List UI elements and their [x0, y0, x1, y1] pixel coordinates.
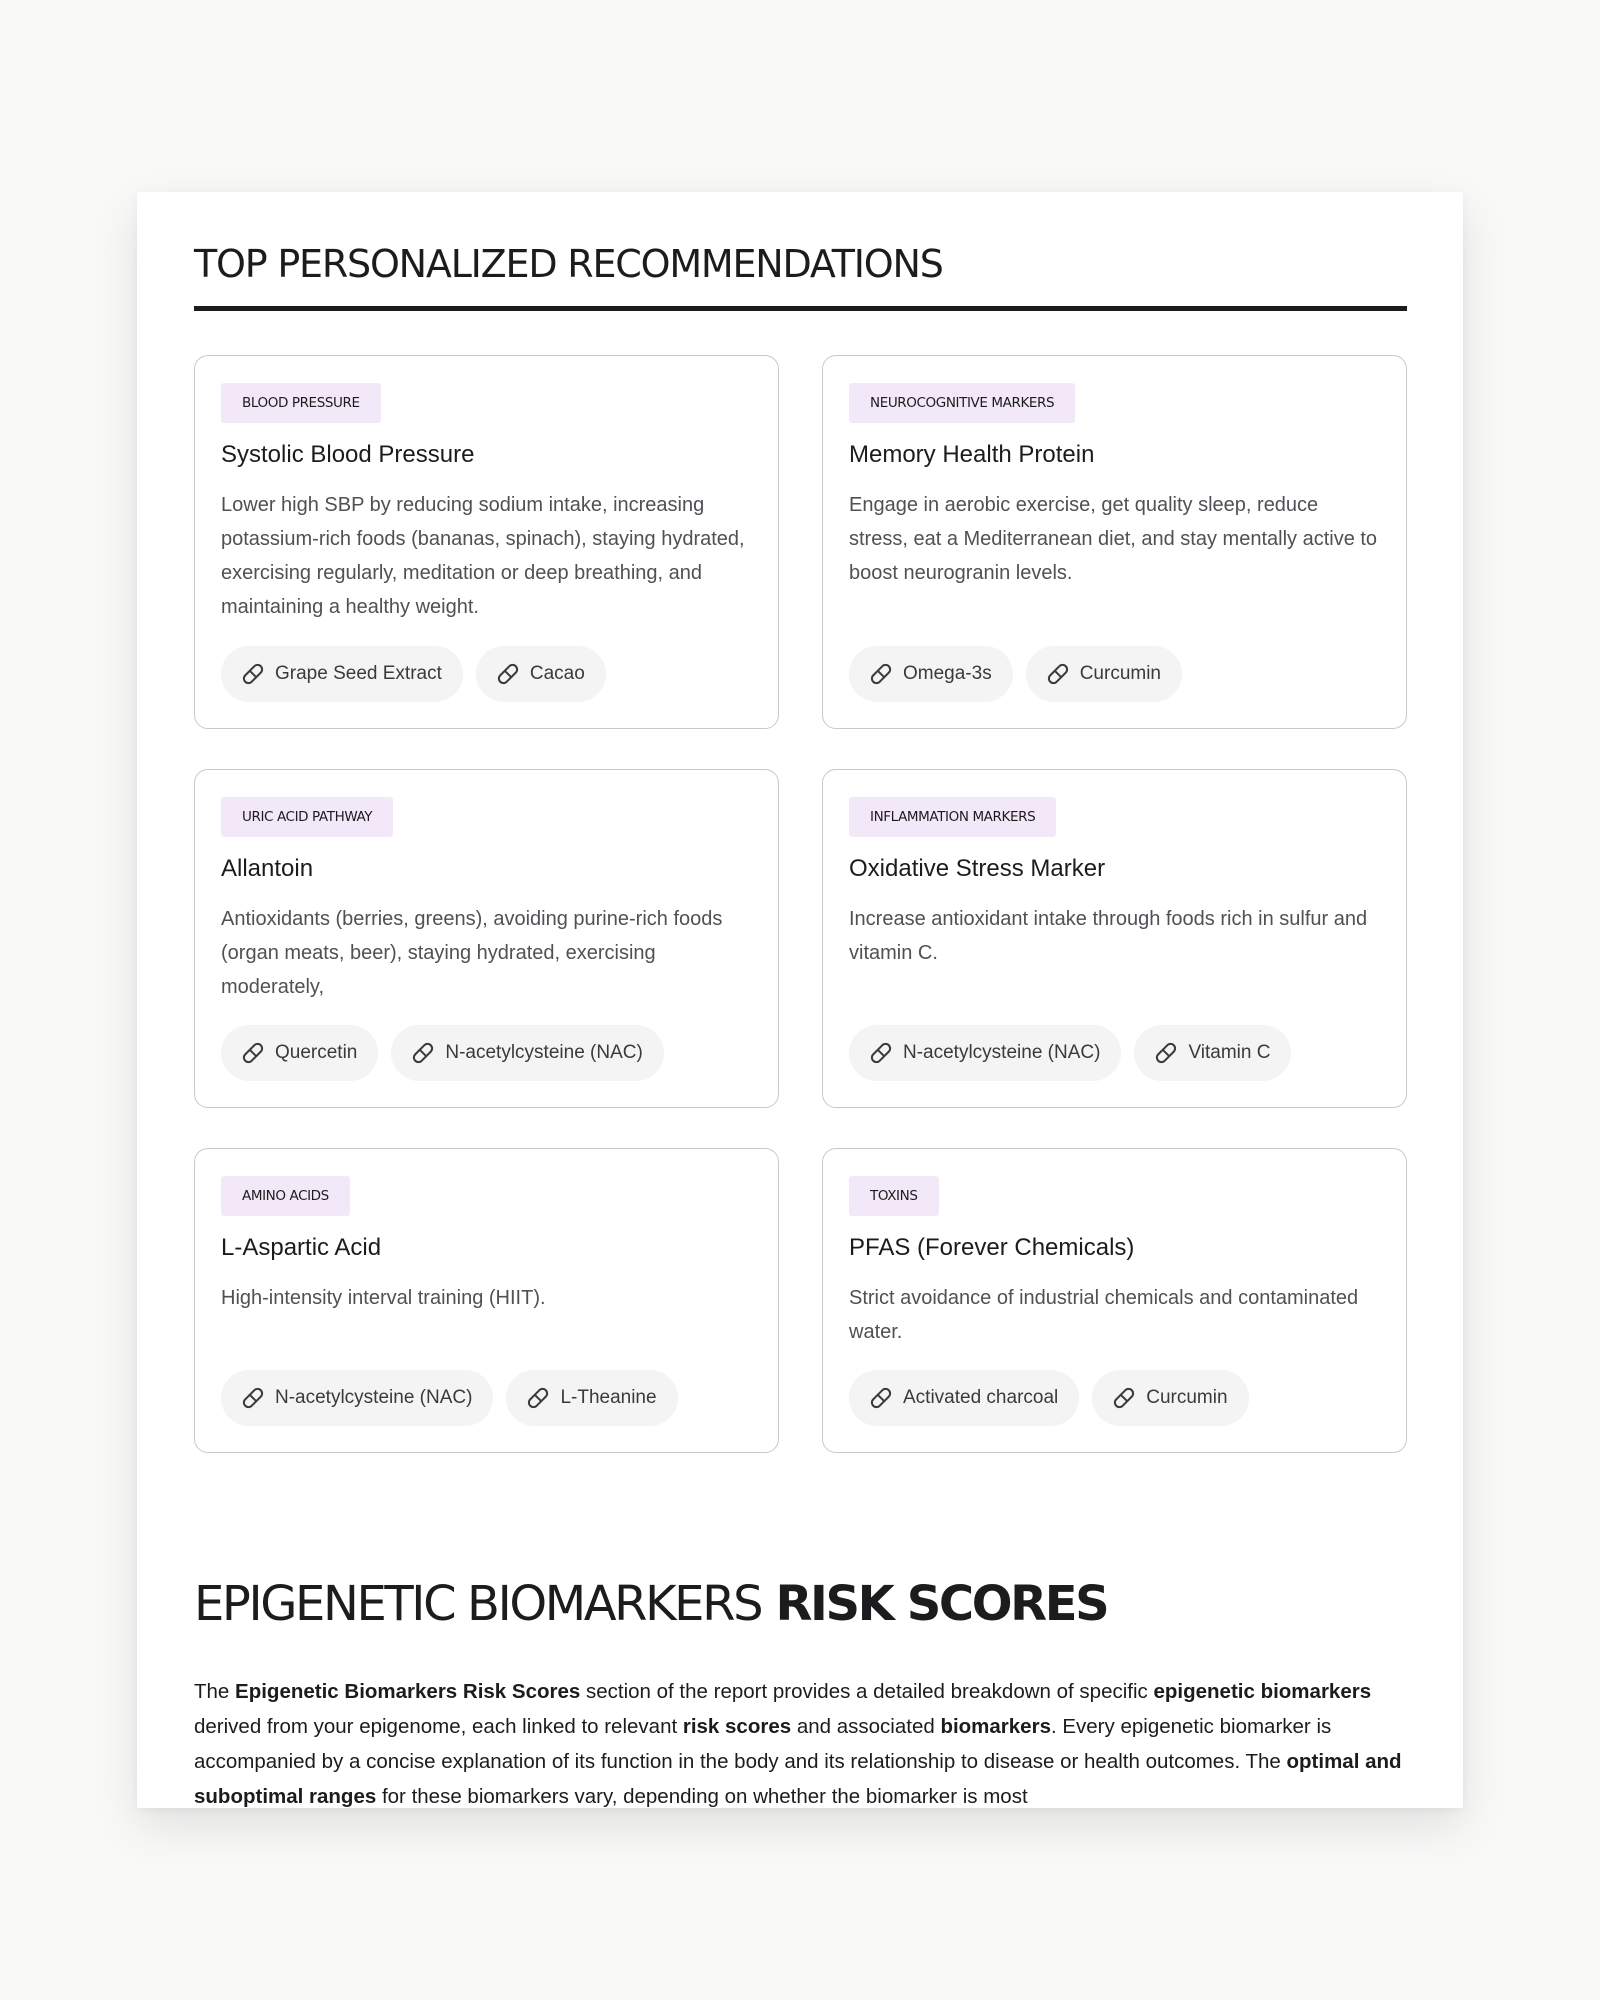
supplement-chip[interactable] [391, 1025, 663, 1081]
supplement-label: Quercetin [275, 1042, 358, 1063]
card-description: Antioxidants (berries, greens), avoiding purine-rich foods (organ meats, beer), staying hydrated, exercising moderately, [221, 908, 723, 998]
card-cell [194, 769, 779, 1108]
pill-icon [1113, 1387, 1135, 1409]
supplement-label: Omega-3s [903, 663, 992, 684]
pill-icon [497, 663, 519, 685]
pill-icon [242, 1042, 264, 1064]
supplement-chips [221, 646, 752, 702]
card-title: L-Aspartic Acid [221, 1234, 382, 1261]
epigenetic-heading-bold: RISK SCORES [775, 1576, 1108, 1632]
heading-divider [194, 306, 1407, 311]
report-page [137, 192, 1463, 1808]
supplement-chip[interactable] [506, 1370, 677, 1426]
recommendations-grid [194, 355, 1407, 1453]
supplement-chip[interactable] [476, 646, 606, 702]
category-badge: INFLAMMATION MARKERS [849, 797, 1056, 837]
supplement-chip[interactable] [1134, 1025, 1291, 1081]
supplement-label: Vitamin C [1188, 1042, 1271, 1063]
supplement-label: Cacao [529, 663, 585, 684]
category-badge: BLOOD PRESSURE [221, 383, 381, 423]
card-cell [822, 1148, 1407, 1453]
paragraph-text: The [194, 1679, 236, 1703]
paragraph-text: derived from your epigenome, each linked to relevant [194, 1714, 683, 1738]
supplement-chips [849, 1025, 1380, 1081]
supplement-label: N-acetylcysteine (NAC) [445, 1042, 643, 1063]
bold-term: Epigenetic Biomarkers Risk Scores [235, 1679, 581, 1703]
epigenetic-intro-paragraph [194, 1674, 1407, 1808]
recommendation-card [194, 1148, 779, 1453]
supplement-chips [849, 1370, 1380, 1426]
supplement-label: Curcumin [1146, 1387, 1228, 1408]
paragraph-text: section of the report provides a detailed breakdown of specific [580, 1679, 1154, 1703]
card-cell [822, 769, 1407, 1108]
card-cell [194, 1148, 779, 1453]
supplement-label: N-acetylcysteine (NAC) [903, 1042, 1101, 1063]
pill-icon [870, 1042, 892, 1064]
supplement-chips [849, 646, 1380, 702]
card-description: Increase antioxidant intake through foods rich in sulfur and vitamin C. [849, 908, 1368, 964]
category-badge: TOXINS [849, 1176, 939, 1216]
supplement-label: L-Theanine [560, 1387, 657, 1408]
bold-term: optimal and suboptimal ranges [194, 1749, 1402, 1808]
supplement-chip[interactable] [221, 1370, 493, 1426]
category-badge: URIC ACID PATHWAY [221, 797, 393, 837]
supplement-chip[interactable] [221, 646, 463, 702]
recommendation-card [822, 1148, 1407, 1453]
card-title: Systolic Blood Pressure [221, 441, 475, 468]
card-title: Oxidative Stress Marker [849, 855, 1106, 882]
supplement-chip[interactable] [221, 1025, 378, 1081]
pill-icon [870, 1387, 892, 1409]
pill-icon [1155, 1042, 1177, 1064]
supplement-label: Curcumin [1079, 663, 1162, 684]
report-content [194, 192, 1407, 1808]
pill-icon [242, 663, 264, 685]
card-description: Strict avoidance of industrial chemicals and contaminated water. [849, 1287, 1359, 1343]
card-title: Memory Health Protein [849, 441, 1095, 468]
supplement-chip[interactable] [849, 1370, 1079, 1426]
bold-term: risk scores [682, 1714, 792, 1738]
recommendation-card [822, 769, 1407, 1108]
card-title: Allantoin [221, 855, 314, 882]
category-badge: NEUROCOGNITIVE MARKERS [849, 383, 1075, 423]
paragraph-text: and associated [791, 1714, 941, 1738]
supplement-chip[interactable] [849, 646, 1013, 702]
pill-icon [870, 663, 892, 685]
supplement-chip[interactable] [1092, 1370, 1248, 1426]
pill-icon [527, 1387, 549, 1409]
supplement-label: Grape Seed Extract [275, 663, 442, 684]
pill-icon [1047, 663, 1069, 685]
card-description: Engage in aerobic exercise, get quality sleep, reduce stress, eat a Mediterranean diet, and stay mentally active to boost neurogranin levels. [849, 494, 1378, 584]
category-badge: AMINO ACIDS [221, 1176, 350, 1216]
card-title: PFAS (Forever Chemicals) [849, 1234, 1135, 1261]
recommendation-card [194, 355, 779, 729]
card-cell [194, 355, 779, 729]
card-cell [822, 355, 1407, 729]
card-description: High-intensity interval training (HIIT). [221, 1287, 546, 1309]
recommendations-heading: TOP PERSONALIZED RECOMMENDATIONS [194, 242, 943, 286]
supplement-chip[interactable] [1026, 646, 1182, 702]
supplement-chips [221, 1370, 752, 1426]
paragraph-text: . Every epigenetic biomarker is accompanied by a concise explanation of its function in the body and its relationship to disease or health outcomes. The [194, 1714, 1332, 1773]
supplement-chip[interactable] [849, 1025, 1121, 1081]
card-description: Lower high SBP by reducing sodium intake, increasing potassium-rich foods (bananas, spinach), staying hydrated, exercising regularly, meditation or deep breathing, and maintaining a healthy weight. [221, 494, 745, 618]
bold-term: biomarkers [940, 1714, 1051, 1738]
epigenetic-heading-light: EPIGENETIC BIOMARKERS [194, 1576, 762, 1632]
paragraph-text: for these biomarkers vary, depending on whether the biomarker is most [376, 1784, 1028, 1808]
recommendation-card [822, 355, 1407, 729]
recommendation-card [194, 769, 779, 1108]
supplement-label: N-acetylcysteine (NAC) [275, 1387, 473, 1408]
supplement-chips [221, 1025, 752, 1081]
epigenetic-heading [194, 1574, 1407, 1634]
pill-icon [242, 1387, 264, 1409]
bold-term: epigenetic biomarkers [1153, 1679, 1372, 1703]
pill-icon [412, 1042, 434, 1064]
supplement-label: Activated charcoal [903, 1387, 1059, 1408]
